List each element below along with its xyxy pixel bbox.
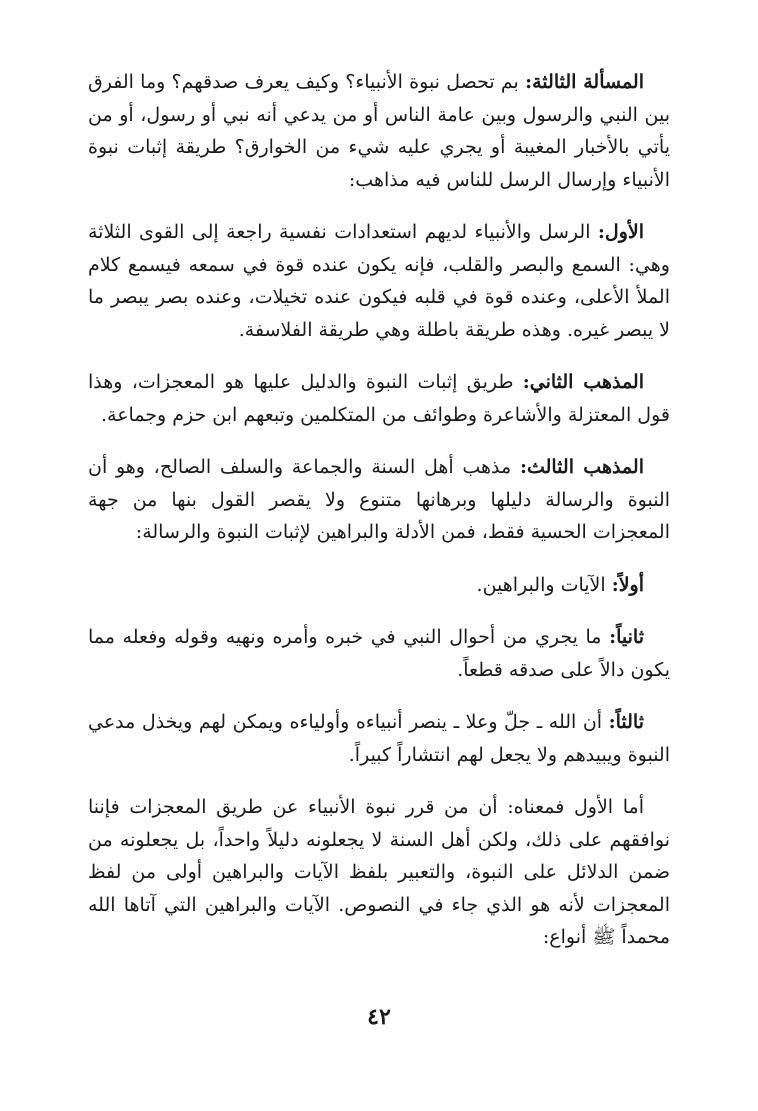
page-number: ٤٢	[367, 1004, 391, 1030]
paragraph-third-view	[88, 451, 670, 549]
heading-third-view: المذهب الثالث:	[519, 456, 644, 478]
text-thirdly: أن الله ـ جلّ وعلا ـ ينصر أنبياءه وأولياءه ويمكن لهم ويخذل مدعي النبوة ويبيدهم ولا يجعل لهم انتشاراً كبيراً.	[88, 711, 670, 766]
heading-thirdly: ثالثاً:	[608, 711, 644, 733]
main-text	[88, 66, 670, 954]
heading-firstly: أولاً:	[611, 573, 644, 596]
text-second-view: طريق إثبات النبوة والدليل عليها هو المعجزات، وهذا قول المعتزلة والأشاعرة وطوائف من المتكلمين وتبعهم ابن حزم وجماعة.	[88, 371, 670, 426]
paragraph-first-view	[88, 216, 670, 346]
heading-first-view: الأول:	[597, 221, 644, 243]
text-third-question: بم تحصل نبوة الأنبياء؟ وكيف يعرف صدقهم؟ وما الفرق بين النبي والرسول وبين عامة الناس أو من يدعي أنه نبي أو رسول، أو من يأتي بالأخبار المغيبة أو يجري عليه شيء من الخوارق؟ طريقة إثبات نبوة الأنبياء وإرسال الرسل للناس فيه مذاهب:	[88, 71, 670, 191]
heading-third-question: المسألة الثالثة:	[525, 71, 645, 93]
paragraph-firstly	[88, 569, 670, 602]
text-firstly: الآيات والبراهين.	[476, 573, 612, 596]
text-third-view: مذهب أهل السنة والجماعة والسلف الصالح، وهو أن النبوة والرسالة دليلها وبرهانها متنوع ولا يقصر القول بنها من جهة المعجزات الحسية فقط، فمن الأدلة والبراهين لإثبات النبوة والرسالة:	[88, 456, 670, 543]
text-explanation: أما الأول فمعناه: أن من قرر نبوة الأنبياء عن طريق المعجزات فإننا نوافقهم على ذلك، ولكن أهل السنة لا يجعلونه دليلاً واحداً، بل يجعلونه من ضمن الدلائل على النبوة، والتعبير بلفظ الآيات والبراهين أولى من لفظ المعجزات لأنه هو الذي جاء في النصوص. الآيات والبراهين التي آتاها الله محمداً ﷺ أنواع:	[88, 796, 670, 948]
paragraph-secondly	[88, 621, 670, 686]
heading-secondly: ثانياً:	[609, 626, 644, 648]
text-first-view: الرسل والأنبياء لديهم استعدادات نفسية راجعة إلى القوى الثلاثة وهي: السمع والبصر والقلب، فإنه يكون عنده قوة في سمعه فيسمع كلام الملأ الأعلى، وعنده قوة في قلبه فيكون عنده تخيلات، وعنده بصر يبصر ما لا يبصر غيره. وهذه طريقة باطلة وهي طريقة الفلاسفة.	[88, 221, 670, 341]
paragraph-thirdly	[88, 706, 670, 771]
text-secondly: ما يجري من أحوال النبي في خبره وأمره ونهيه وقوله وفعله مما يكون دالاً على صدقه قطعاً.	[88, 626, 670, 681]
heading-second-view: المذهب الثاني:	[522, 371, 645, 393]
paragraph-explanation	[88, 791, 670, 954]
paragraph-second-view	[88, 366, 670, 431]
paragraph-third-question	[88, 66, 670, 196]
